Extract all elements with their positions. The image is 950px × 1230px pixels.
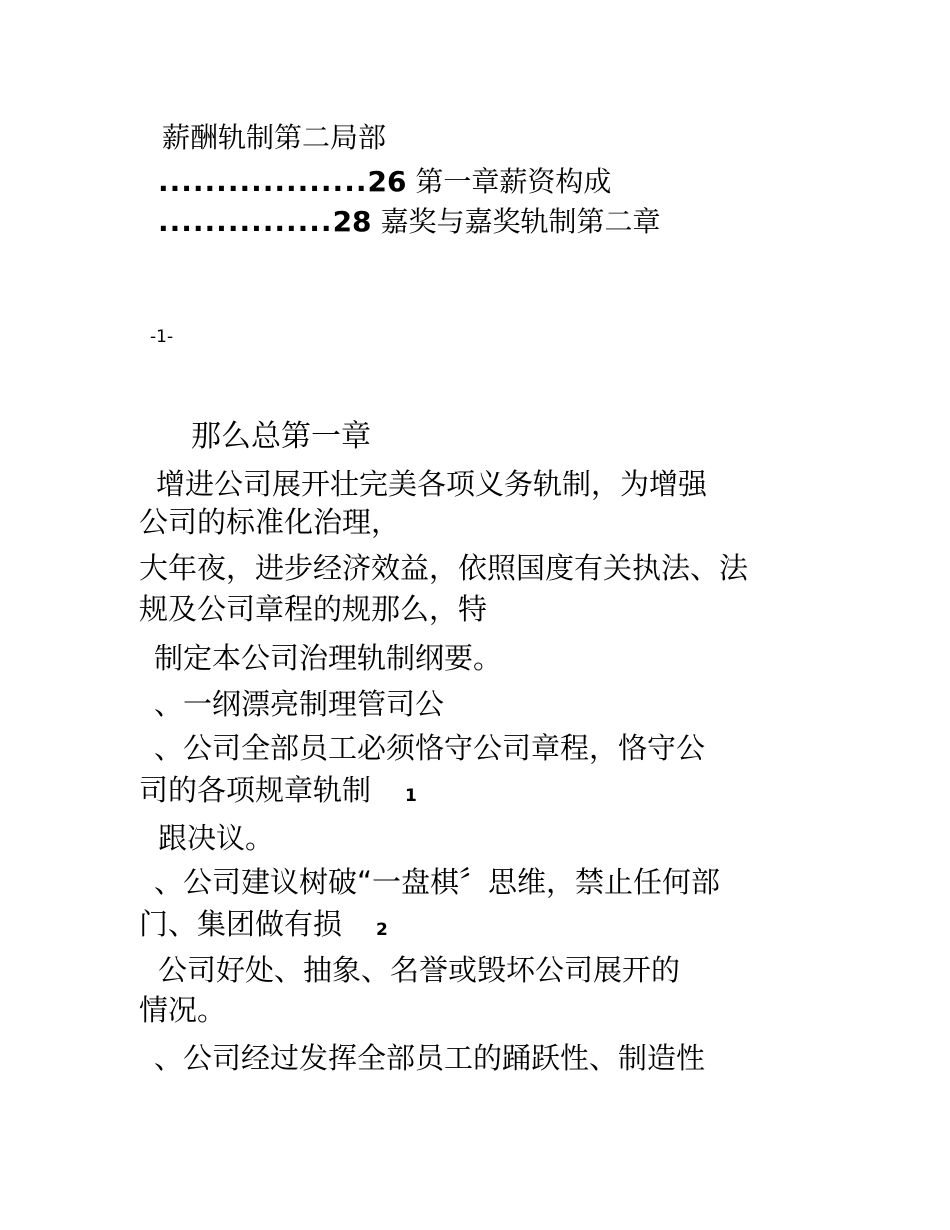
body-line: 、一纲漂亮制理管司公	[154, 687, 445, 721]
footnote-marker: 2	[376, 920, 388, 940]
toc-entry	[158, 202, 660, 242]
toc-heading: 薪酬轨制第二局部	[162, 121, 387, 154]
chapter-title: 那么总第一章	[191, 419, 371, 454]
body-line: 大年夜，进步经济效益，依照国度有关执法、法	[139, 551, 749, 585]
body-line: 跟决议。	[158, 821, 275, 855]
body-line-text: 司的各项规章轨制	[139, 773, 372, 807]
toc-entry-title: 第一章薪资构成	[415, 165, 612, 198]
toc-leader-dots: ..................	[158, 165, 368, 198]
body-line-text: 门、集团做有损	[139, 907, 343, 941]
body-line: 增进公司展开壮完美各项义务轨制，为增强	[156, 467, 708, 501]
body-line: 规及公司章程的规那么，特	[139, 592, 488, 626]
toc-entry-title: 嘉奖与嘉奖轨制第二章	[380, 205, 661, 238]
toc-page-number: 28	[332, 205, 372, 238]
body-line	[139, 904, 388, 949]
body-line: 情况。	[139, 993, 227, 1027]
body-line: 公司的标准化治理，	[139, 505, 401, 539]
body-line: 公司好处、抽象、名誉或毁坏公司展开的	[158, 953, 681, 987]
page-number: -1-	[150, 327, 174, 347]
body-line: 、公司经过发挥全部员工的踊跃性、制造性	[154, 1041, 706, 1075]
toc-page-number: 26	[367, 165, 407, 198]
body-line: 、公司建议树破“一盘棋〞思维，禁止任何部	[154, 865, 721, 899]
body-line: 制定本公司治理轨制纲要。	[154, 641, 503, 675]
footnote-marker: 1	[405, 786, 417, 806]
body-line: 、公司全部员工必须恪守公司章程，恪守公	[154, 731, 706, 765]
toc-entry	[158, 162, 611, 202]
body-line	[139, 770, 417, 815]
toc-leader-dots: ...............	[158, 205, 333, 238]
